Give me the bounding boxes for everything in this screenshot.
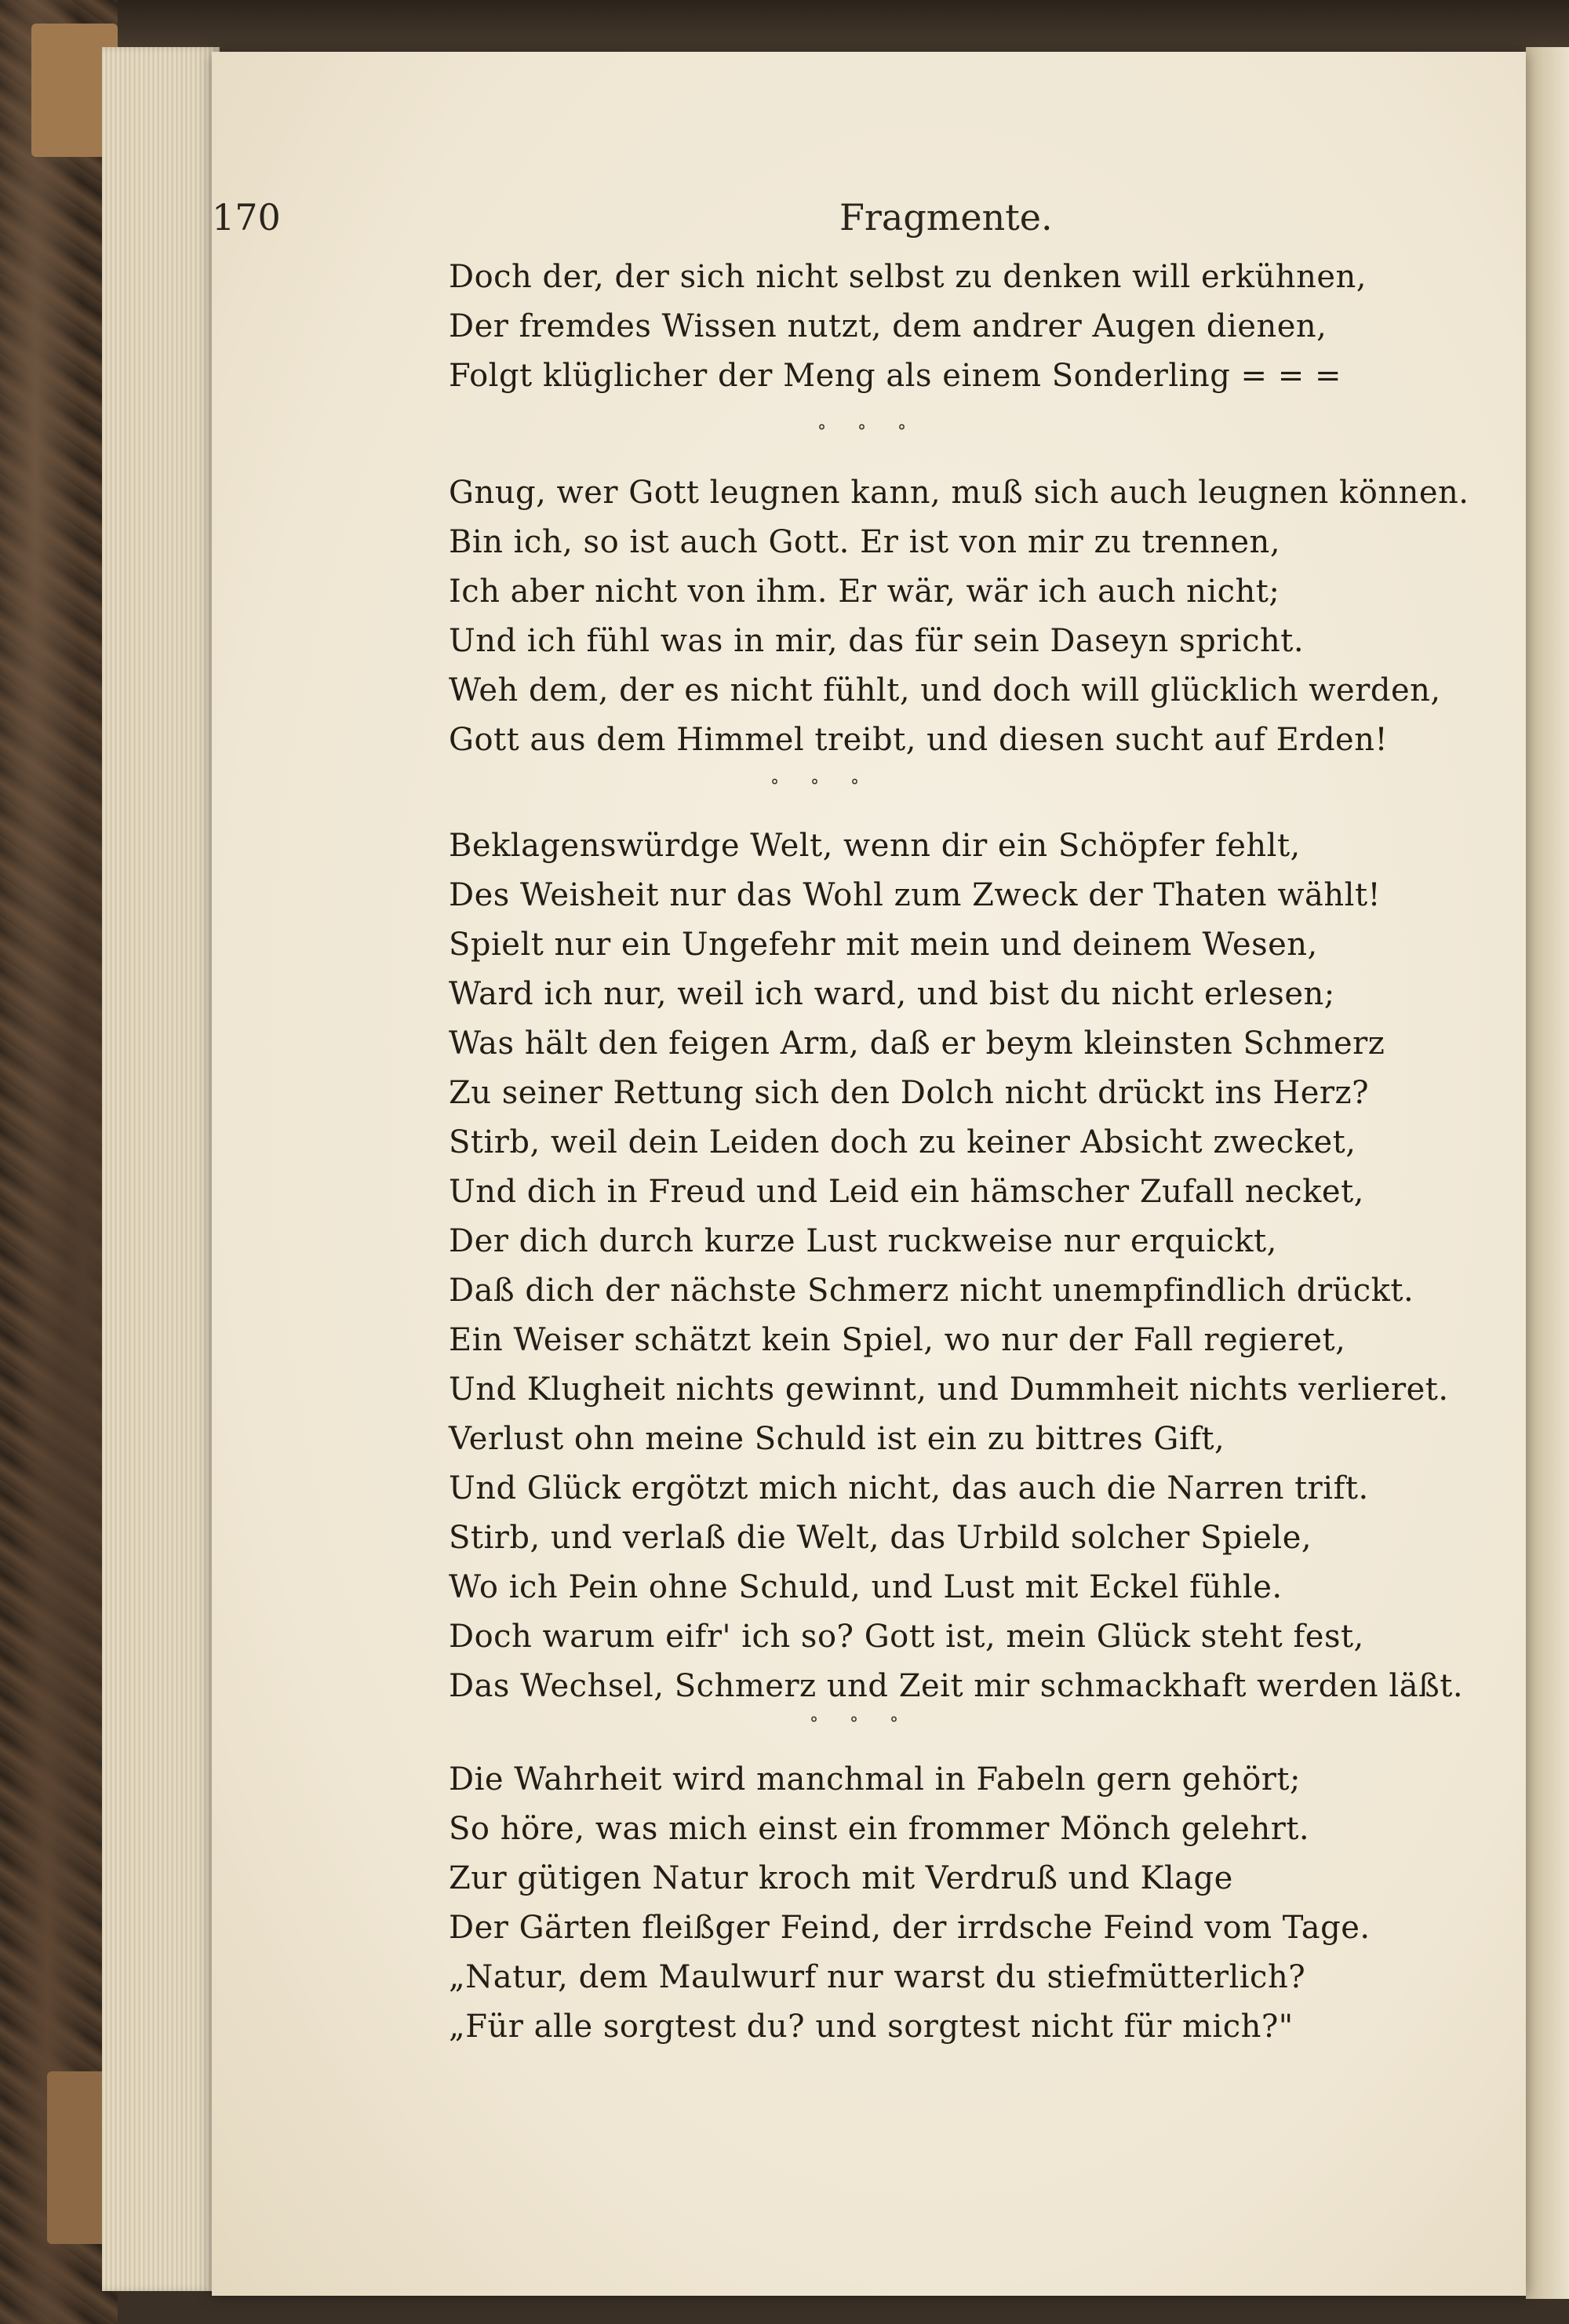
poem-line: Zu seiner Rettung sich den Dolch nicht drückt ins Herz? (449, 1075, 1370, 1111)
poem-line: Und Glück ergötzt mich nicht, das auch die Narren trift. (449, 1470, 1369, 1506)
poem-line: Stirb, und verlaß die Welt, das Urbild solcher Spiele, (449, 1520, 1312, 1556)
poem-line: Weh dem, der es nicht fühlt, und doch will glücklich werden, (449, 672, 1441, 708)
poem-line: Doch warum eifr' ich so? Gott ist, mein Glück steht fest, (449, 1619, 1364, 1655)
poem-line: So höre, was mich einst ein frommer Mönch gelehrt. (449, 1811, 1310, 1847)
poem-line: Die Wahrheit wird manchmal in Fabeln gern gehört; (449, 1761, 1301, 1798)
poem-line: Beklagenswürdge Welt, wenn dir ein Schöpfer fehlt, (449, 828, 1301, 864)
poem-line: Daß dich der nächste Schmerz nicht unempfindlich drückt. (449, 1273, 1414, 1309)
book-top-edge (0, 0, 1569, 55)
running-title: Fragmente. (839, 196, 1053, 239)
poem-line: Und dich in Freud und Leid ein hämscher Zufall necket, (449, 1174, 1364, 1210)
poem-line: Der dich durch kurze Lust ruckweise nur erquickt, (449, 1223, 1277, 1259)
poem-line: Das Wechsel, Schmerz und Zeit mir schmackhaft werden läßt. (449, 1668, 1464, 1704)
poem-line: Zur gütigen Natur kroch mit Verdruß und Klage (449, 1860, 1233, 1896)
poem-line: Ein Weiser schätzt kein Spiel, wo nur der Fall regieret, (449, 1322, 1346, 1358)
poem-line: Der fremdes Wissen nutzt, dem andrer Augen dienen, (449, 308, 1327, 344)
poem-line: Verlust ohn meine Schuld ist ein zu bittres Gift, (449, 1421, 1225, 1457)
section-separator: °°° (817, 422, 937, 442)
facing-page-edge (1526, 47, 1569, 2299)
poem-line: Des Weisheit nur das Wohl zum Zweck der Thaten wählt! (449, 877, 1382, 913)
poem-line: Bin ich, so ist auch Gott. Er ist von mir zu trennen, (449, 524, 1281, 560)
poem-line: Wo ich Pein ohne Schuld, und Lust mit Eckel fühle. (449, 1569, 1283, 1605)
marbled-cover-board (0, 0, 118, 2324)
poem-line: Spielt nur ein Ungefehr mit mein und deinem Wesen, (449, 927, 1318, 963)
poem-line: Ward ich nur, weil ich ward, und bist du nicht erlesen; (449, 976, 1335, 1012)
poem-line: „Natur, dem Maulwurf nur warst du stiefmütterlich? (449, 1959, 1306, 1995)
poem-line: Und ich fühl was in mir, das für sein Daseyn spricht. (449, 623, 1305, 659)
poem-line: Ich aber nicht von ihm. Er wär, wär ich auch nicht; (449, 574, 1280, 610)
poem-line: Doch der, der sich nicht selbst zu denken will erkühnen, (449, 259, 1367, 295)
page-edges (102, 47, 220, 2291)
page-number: 170 (212, 196, 281, 239)
poem-line: Und Klugheit nichts gewinnt, und Dummheit nichts verlieret. (449, 1371, 1449, 1408)
poem-line: Stirb, weil dein Leiden doch zu keiner Absicht zwecket, (449, 1124, 1356, 1160)
poem-line: Der Gärten fleißger Feind, der irrdsche Feind vom Tage. (449, 1910, 1371, 1946)
poem-line: Gnug, wer Gott leugnen kann, muß sich auch leugnen können. (449, 475, 1469, 511)
poem-line: Folgt klüglicher der Meng als einem Sonderling = = = (449, 358, 1342, 394)
section-separator: °°° (810, 1714, 930, 1734)
poem-line: Was hält den feigen Arm, daß er beym kleinsten Schmerz (449, 1025, 1385, 1062)
section-separator: °°° (770, 777, 890, 796)
poem-line: Gott aus dem Himmel treibt, und diesen sucht auf Erden! (449, 722, 1389, 758)
poem-line: „Für alle sorgtest du? und sorgtest nicht für mich?" (449, 2009, 1294, 2045)
